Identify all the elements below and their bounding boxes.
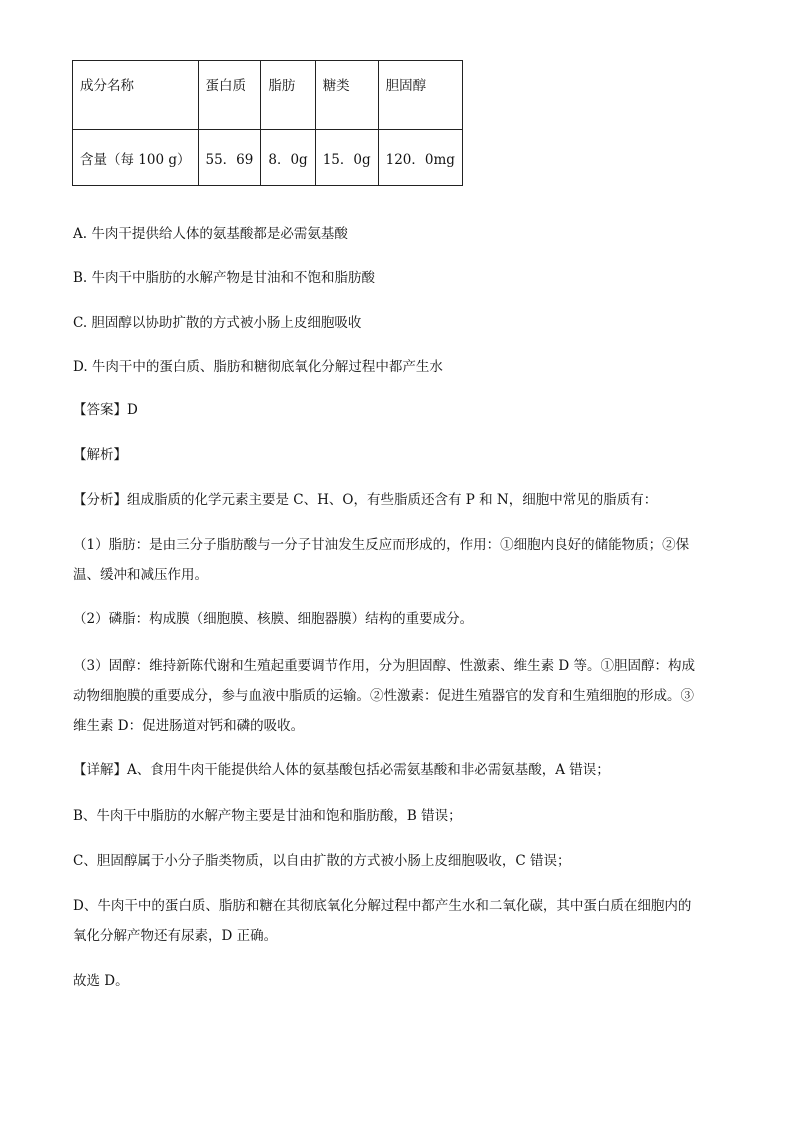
point-2: （2）磷脂：构成膜（细胞膜、核膜、细胞器膜）结构的重要成分。 [73, 611, 474, 627]
detail-d-line-1: D、牛肉干中的蛋白质、脂肪和糖在其彻底氧化分解过程中都产生水和二氧化碳，其中蛋白质在细胞内的 [73, 898, 692, 914]
answer-label: 【答案】 [73, 402, 127, 418]
table-row [73, 130, 463, 186]
table-cell: 脂肪 [261, 61, 315, 130]
detail-c: C、胆固醇属于小分子脂类物质，以自由扩散的方式被小肠上皮细胞吸收，C 错误； [73, 853, 571, 869]
fenxi-text: 组成脂质的化学元素主要是 C、H、O，有些脂质还含有 P 和 N，细胞中常见的脂质有： [127, 492, 658, 508]
option-c: C. 胆固醇以协助扩散的方式被小肠上皮细胞吸收 [73, 315, 362, 331]
answer-line [73, 400, 138, 420]
table-cell: 8．0g [261, 130, 315, 186]
conclusion: 故选 D。 [73, 973, 129, 989]
detail-a-text: A、食用牛肉干能提供给人体的氨基酸包括必需氨基酸和非必需氨基酸，A 错误； [127, 762, 610, 778]
analysis-heading: 【解析】 [73, 447, 127, 463]
option-b: B. 牛肉干中脂肪的水解产物是甘油和不饱和脂肪酸 [73, 270, 376, 286]
fenxi-paragraph [73, 490, 657, 510]
fenxi-label: 【分析】 [73, 492, 127, 508]
detail-label: 【详解】 [73, 762, 127, 778]
detail-b: B、牛肉干中脂肪的水解产物主要是甘油和饱和脂肪酸，B 错误； [73, 808, 462, 824]
table-cell: 胆固醇 [378, 61, 462, 130]
option-a: A. 牛肉干提供给人体的氨基酸都是必需氨基酸 [73, 226, 348, 242]
point-1-line-2: 温、缓冲和减压作用。 [73, 567, 208, 583]
table-cell: 蛋白质 [198, 61, 261, 130]
detail-a [73, 760, 610, 780]
table-cell: 15．0g [315, 130, 378, 186]
point-3-line-2: 动物细胞膜的重要成分，参与血液中脂质的运输。②性激素：促进生殖器官的发育和生殖细胞的形成。③ [73, 688, 694, 704]
detail-d-line-2: 氧化分解产物还有尿素，D 正确。 [73, 928, 278, 944]
table-cell: 含量（每 100 g） [73, 130, 199, 186]
point-1-line-1: （1）脂肪：是由三分子脂肪酸与一分子甘油发生反应而形成的，作用：①细胞内良好的储能物质；②保 [73, 537, 690, 553]
table-header-row [73, 61, 463, 130]
point-3-line-3: 维生素 D：促进肠道对钙和磷的吸收。 [73, 718, 305, 734]
table-cell: 55．69 [198, 130, 261, 186]
option-d: D. 牛肉干中的蛋白质、脂肪和糖彻底氧化分解过程中都产生水 [73, 359, 443, 375]
table-cell: 120．0mg [378, 130, 462, 186]
table-cell: 糖类 [315, 61, 378, 130]
point-3-line-1: （3）固醇：维持新陈代谢和生殖起重要调节作用，分为胆固醇、性激素、维生素 D 等。①胆固醇：构成 [73, 658, 695, 674]
answer-value: D [127, 402, 138, 418]
table-cell: 成分名称 [73, 61, 199, 130]
nutrition-table [72, 60, 463, 186]
